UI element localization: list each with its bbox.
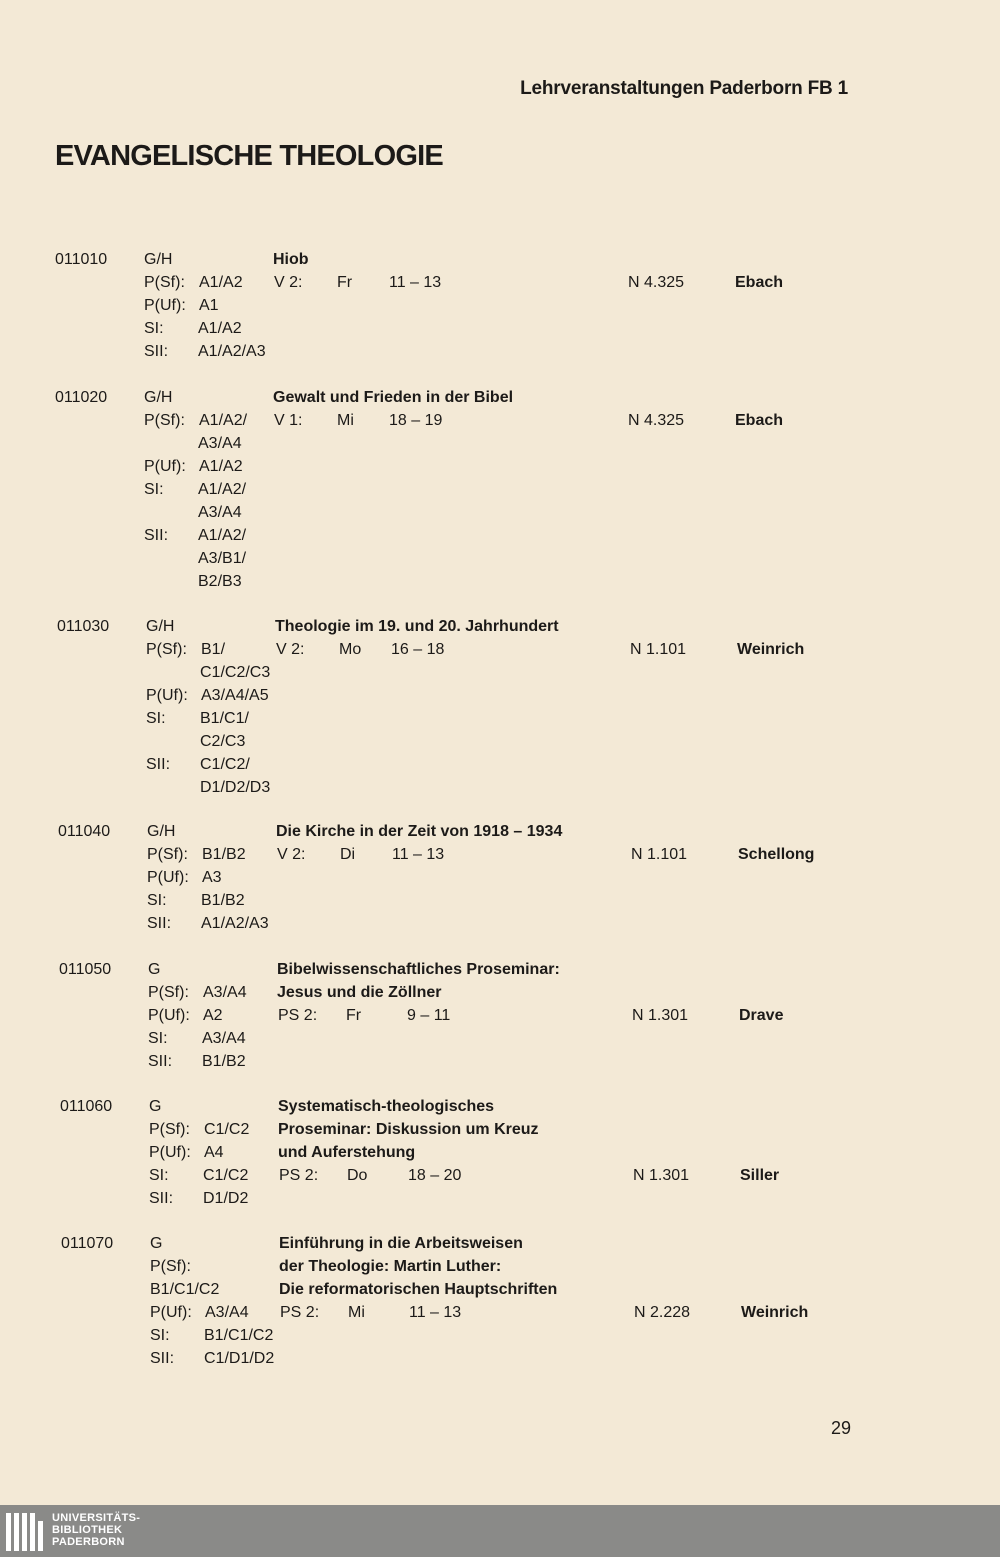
library-logo-text [52, 1512, 140, 1548]
section-title: EVANGELISCHE THEOLOGIE [55, 140, 443, 172]
participant-value: A1/A2/A3 [201, 915, 269, 932]
course-number: 011070 [61, 1235, 114, 1252]
participant-label: SII: [144, 343, 169, 360]
library-logo-icon [6, 1513, 46, 1551]
participant-value: A3/A4/A5 [201, 687, 269, 704]
course-number: 011060 [60, 1098, 113, 1115]
session-time: 11 – 13 [389, 274, 442, 291]
session-day: Mo [339, 641, 362, 658]
session-kind: PS 2: [280, 1304, 320, 1321]
participant-label: P(Uf): [144, 458, 186, 475]
course-number: 011020 [55, 389, 108, 406]
session-kind: V 2: [274, 274, 303, 291]
session-kind: PS 2: [279, 1167, 319, 1184]
page-number: 29 [831, 1418, 852, 1438]
participant-label: SII: [150, 1350, 175, 1367]
lecturer-name: Drave [739, 1007, 784, 1024]
participant-label: P(Uf): [149, 1144, 191, 1161]
participant-value: C1/D1/D2 [204, 1350, 275, 1367]
course-number: 011050 [59, 961, 112, 978]
participant-label: SI: [150, 1327, 170, 1344]
lecturer-name: Weinrich [741, 1304, 809, 1321]
participant-label: P(Sf): [148, 984, 189, 1001]
participant-value: B1/B2 [202, 846, 246, 863]
participant-label: SI: [146, 710, 166, 727]
participant-value: C1/C2 [203, 1167, 249, 1184]
participant-label: SII: [147, 915, 172, 932]
course-title: Hiob [273, 251, 309, 268]
course-title: Die reformatorischen Hauptschriften [279, 1281, 558, 1298]
lecturer-name: Siller [740, 1167, 780, 1184]
session-kind: V 2: [277, 846, 306, 863]
participant-value: C1/C2/ [200, 756, 250, 773]
running-header: Lehrveranstaltungen Paderborn FB 1 [520, 78, 848, 99]
participant-value: B1/C1/ [200, 710, 249, 727]
room-number: N 2.228 [634, 1304, 691, 1321]
session-time: 9 – 11 [407, 1007, 451, 1024]
course-number: 011010 [55, 251, 108, 268]
room-number: N 4.325 [628, 274, 685, 291]
participant-label: SI: [147, 892, 167, 909]
participant-label: P(Uf): [147, 869, 189, 886]
participant-value: A3/B1/ [198, 550, 247, 567]
participant-value: A4 [204, 1144, 224, 1161]
lecturer-name: Weinrich [737, 641, 805, 658]
participant-label: SI: [144, 320, 164, 337]
participant-value: B1/C1/C2 [204, 1327, 274, 1344]
participant-label: P(Sf): [150, 1258, 191, 1275]
course-title: und Auferstehung [278, 1144, 416, 1161]
course-title: der Theologie: Martin Luther: [279, 1258, 502, 1275]
participant-label: P(Uf): [150, 1304, 192, 1321]
library-footer [0, 1505, 1000, 1557]
session-time: 11 – 13 [409, 1304, 462, 1321]
participant-label: B1/C1/C2 [150, 1281, 220, 1298]
participant-label: SII: [146, 756, 171, 773]
room-number: N 1.101 [630, 641, 687, 658]
session-kind: V 1: [274, 412, 303, 429]
logo-line: BIBLIOTHEK [52, 1524, 123, 1536]
session-kind: PS 2: [278, 1007, 318, 1024]
participant-value: A3/A4 [198, 435, 242, 452]
room-number: N 1.301 [633, 1167, 690, 1184]
room-number: N 1.101 [631, 846, 688, 863]
participant-label: P(Sf): [149, 1121, 190, 1138]
participant-label: P(Sf): [144, 274, 185, 291]
session-time: 18 – 20 [408, 1167, 462, 1184]
course-title: Bibelwissenschaftliches Proseminar: [277, 961, 560, 978]
session-time: 18 – 19 [389, 412, 443, 429]
participant-value: C1/C2/C3 [200, 664, 271, 681]
logo-line: PADERBORN [52, 1536, 125, 1548]
participant-value: D1/D2 [203, 1190, 249, 1207]
participant-value: B2/B3 [198, 573, 242, 590]
participant-value: A1/A2/ [198, 481, 247, 498]
room-number: N 4.325 [628, 412, 685, 429]
session-day: Di [340, 846, 356, 863]
room-number: N 1.301 [632, 1007, 689, 1024]
course-type: G/H [147, 823, 176, 840]
participant-value: A1/A2 [198, 320, 242, 337]
participant-label: SI: [149, 1167, 169, 1184]
participant-value: A2 [203, 1007, 223, 1024]
participant-label: P(Sf): [146, 641, 187, 658]
course-type: G [148, 961, 161, 978]
participant-value: A3 [202, 869, 222, 886]
course-type: G/H [144, 251, 173, 268]
course-title: Theologie im 19. und 20. Jahrhundert [275, 618, 559, 635]
session-day: Fr [346, 1007, 362, 1024]
participant-label: P(Uf): [148, 1007, 190, 1024]
participant-label: SII: [149, 1190, 174, 1207]
session-day: Fr [337, 274, 353, 291]
lecturer-name: Ebach [735, 274, 784, 291]
participant-value: A3/A4 [203, 984, 247, 1001]
lecturer-name: Ebach [735, 412, 784, 429]
participant-value: A1/A2/ [198, 527, 247, 544]
course-title: Gewalt und Frieden in der Bibel [273, 389, 514, 406]
participant-value: A1/A2/A3 [198, 343, 266, 360]
course-number: 011040 [58, 823, 111, 840]
participant-value: D1/D2/D3 [200, 779, 271, 796]
participant-value: A1/A2/ [199, 412, 248, 429]
participant-label: P(Sf): [147, 846, 188, 863]
course-type: G [149, 1098, 162, 1115]
participant-value: A1 [199, 297, 219, 314]
participant-value: A1/A2 [199, 458, 243, 475]
participant-value: B1/B2 [201, 892, 245, 909]
course-type: G [150, 1235, 163, 1252]
course-title: Systematisch-theologisches [278, 1098, 495, 1115]
logo-line: UNIVERSITÄTS- [52, 1512, 141, 1524]
course-title: Einführung in die Arbeitsweisen [279, 1235, 523, 1252]
participant-value: A3/A4 [198, 504, 242, 521]
participant-value: C1/C2 [204, 1121, 250, 1138]
participant-value: B1/B2 [202, 1053, 246, 1070]
lecturer-name: Schellong [738, 846, 815, 863]
session-time: 16 – 18 [391, 641, 445, 658]
session-kind: V 2: [276, 641, 305, 658]
session-time: 11 – 13 [392, 846, 445, 863]
participant-label: SII: [144, 527, 169, 544]
participant-label: P(Uf): [144, 297, 186, 314]
session-day: Mi [348, 1304, 365, 1321]
participant-label: SII: [148, 1053, 173, 1070]
course-title: Proseminar: Diskussion um Kreuz [278, 1121, 539, 1138]
participant-label: SI: [144, 481, 164, 498]
participant-value: A3/A4 [202, 1030, 246, 1047]
course-number: 011030 [57, 618, 110, 635]
session-day: Mi [337, 412, 354, 429]
course-type: G/H [144, 389, 173, 406]
participant-label: SI: [148, 1030, 168, 1047]
course-title: Jesus und die Zöllner [277, 984, 442, 1001]
session-day: Do [347, 1167, 368, 1184]
participant-value: A3/A4 [205, 1304, 249, 1321]
course-type: G/H [146, 618, 175, 635]
participant-value: C2/C3 [200, 733, 246, 750]
course-title: Die Kirche in der Zeit von 1918 – 1934 [276, 823, 563, 840]
participant-label: P(Sf): [144, 412, 185, 429]
participant-label: P(Uf): [146, 687, 188, 704]
participant-value: A1/A2 [199, 274, 243, 291]
participant-value: B1/ [201, 641, 226, 658]
